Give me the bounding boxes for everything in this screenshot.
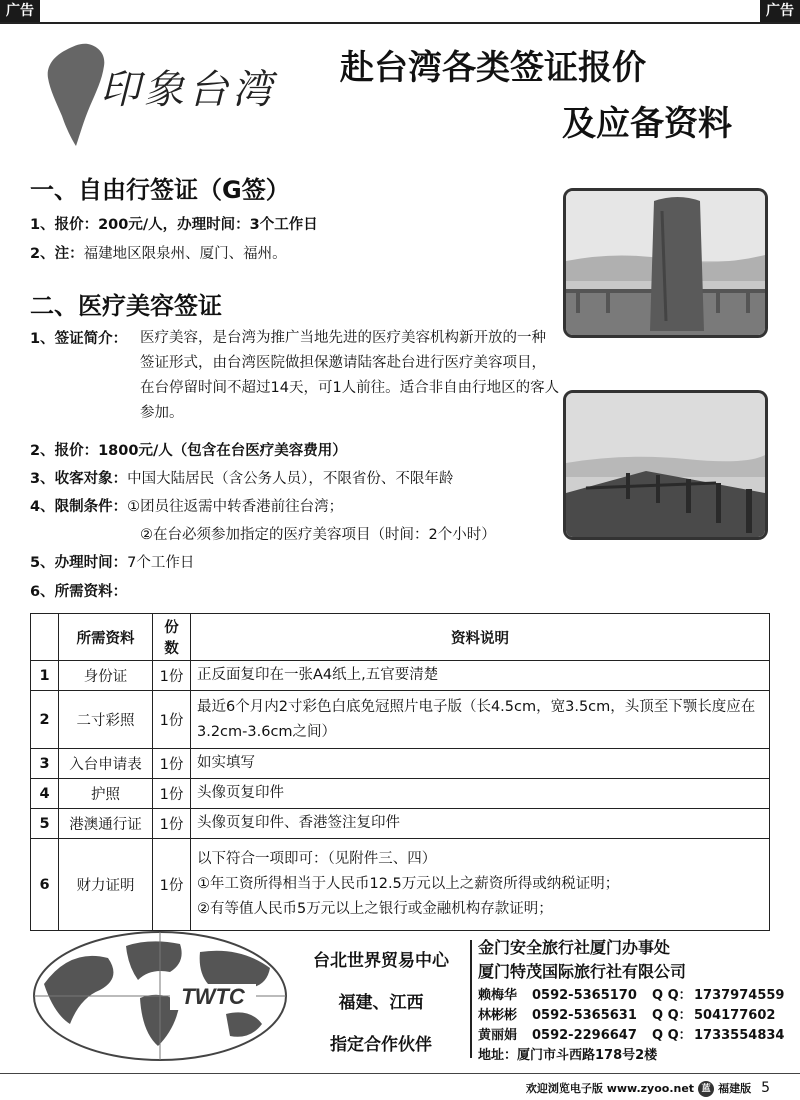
row-name: 入台申请表 (59, 749, 153, 779)
row-num: 2 (31, 691, 59, 749)
col-desc-header: 资料说明 (191, 614, 770, 661)
page-title (340, 40, 780, 152)
agency-name1: 金门安全旅行社厦门办事处 (478, 938, 671, 957)
s2-item5: 5、办理时间：7个工作日 (30, 555, 195, 571)
s2-item4-cont: ②在台必须参加指定的医疗美容项目（时间：2个小时） (140, 527, 496, 543)
row-desc (191, 839, 770, 931)
pier-lake-photo (563, 390, 768, 540)
agency-address: 地址：厦门市斗西路178号2楼 (478, 1048, 658, 1063)
s2-item3: 3、收客对象：中国大陆居民（含公务人员），不限省份、不限年龄 (30, 471, 454, 487)
contact-qq: 504177602 (694, 1008, 776, 1023)
logo-text: 印象台湾 (100, 67, 276, 113)
row-num: 1 (31, 661, 59, 691)
contact-row (478, 1006, 775, 1026)
top-divider (0, 22, 800, 24)
contact-name: 林彬彬 (478, 1008, 518, 1023)
row-name: 港澳通行证 (59, 809, 153, 839)
row-num: 5 (31, 809, 59, 839)
partner-line2: 福建、江西 (338, 993, 424, 1013)
table-row (31, 809, 770, 839)
row-desc-line: ②有等值人民币5万元以上之银行或金融机构存款证明； (197, 901, 553, 917)
contact-row (478, 986, 784, 1006)
contact-qq: 1737974559 (694, 988, 785, 1003)
table-header-row (31, 614, 770, 661)
table-row (31, 839, 770, 931)
table-row (31, 661, 770, 691)
contact-phone: 0592-5365631 (532, 1008, 637, 1023)
s1-item1: 1、报价：200元/人，办理时间：3个工作日 (30, 217, 318, 233)
table-row (31, 749, 770, 779)
contact-qq-label: Q Q： (652, 1008, 692, 1023)
s1-item2: 2、注：福建地区限泉州、厦门、福州。 (30, 246, 287, 262)
row-count: 1份 (153, 779, 191, 809)
row-num: 4 (31, 779, 59, 809)
bottom-divider (0, 1073, 800, 1074)
s2-item1-text: 医疗美容，是台湾为推广当地先进的医疗美容机构新开放的一种签证形式，由台湾医院做担保邀请陆客赴台进行医疗美容项目，在台停留时间不超过14天，可1人前往。适合非自由行地区的客人参加。 (140, 330, 560, 421)
section2-heading: 二、医疗美容签证 (30, 292, 222, 320)
row-count: 1份 (153, 839, 191, 931)
row-count: 1份 (153, 809, 191, 839)
s2-item6: 6、所需资料： (30, 584, 128, 600)
row-name: 财力证明 (59, 839, 153, 931)
page-number: 5 (761, 1080, 770, 1096)
ad-tag-left: 广告 (0, 0, 40, 22)
col-count-header: 份数 (153, 614, 191, 661)
agency-name2: 厦门特茂国际旅行社有限公司 (478, 962, 687, 981)
title-line1: 赴台湾各类签证报价 (340, 48, 646, 88)
twtc-logo-text: TWTC (181, 984, 245, 1009)
partner-line1: 台北世界贸易中心 (313, 951, 449, 971)
table-row (31, 779, 770, 809)
row-desc: 如实填写 (191, 749, 770, 779)
edition-badge-icon: 蓝 (698, 1081, 714, 1097)
contact-phone: 0592-2296647 (532, 1028, 637, 1043)
partner-block (292, 940, 470, 1066)
table-row (31, 691, 770, 749)
title-line2: 及应备资料 (562, 104, 732, 144)
partner-line3: 指定合作伙伴 (330, 1035, 432, 1055)
row-desc-line: 以下符合一项即可：（见附件三、四） (197, 851, 437, 867)
footer-welcome: 欢迎浏览电子版 www.zyoo.net (525, 1082, 695, 1095)
row-count: 1份 (153, 661, 191, 691)
col-name-header: 所需资料 (59, 614, 153, 661)
requirements-table (30, 613, 770, 931)
contact-name: 赖梅华 (478, 988, 518, 1003)
contact-qq-label: Q Q： (652, 988, 692, 1003)
row-num: 3 (31, 749, 59, 779)
contact-phone: 0592-5365170 (532, 988, 637, 1003)
section1-heading: 一、自由行签证（G签） (30, 176, 290, 204)
col-num-header (31, 614, 59, 661)
contact-row (478, 1026, 784, 1046)
s2-item4: 4、限制条件：①团员往返需中转香港前往台湾； (30, 499, 344, 515)
row-name: 二寸彩照 (59, 691, 153, 749)
stone-monument-photo (563, 188, 768, 338)
contact-name: 黄丽娟 (478, 1028, 518, 1043)
ad-tag-right: 广告 (760, 0, 800, 22)
row-num: 6 (31, 839, 59, 931)
contact-qq: 1733554834 (694, 1028, 785, 1043)
agency-names (478, 936, 686, 984)
row-name: 护照 (59, 779, 153, 809)
row-desc-line: ①年工资所得相当于人民币12.5万元以上之薪资所得或纳税证明； (197, 876, 620, 892)
footer-edition: 福建版 (718, 1082, 752, 1095)
row-count: 1份 (153, 749, 191, 779)
row-desc: 头像页复印件、香港签注复印件 (191, 809, 770, 839)
s2-item2: 2、报价：1800元/人（包含在台医疗美容费用） (30, 443, 347, 459)
row-desc: 头像页复印件 (191, 779, 770, 809)
partner-divider (470, 940, 472, 1058)
page-footer (526, 1080, 770, 1097)
contact-qq-label: Q Q： (652, 1028, 692, 1043)
row-desc: 正反面复印在一张A4纸上,五官要清楚 (191, 661, 770, 691)
row-count: 1份 (153, 691, 191, 749)
row-desc: 最近6个月内2寸彩色白底免冠照片电子版（长4.5cm，宽3.5cm，头顶至下颚长度应在3.2cm-3.6cm之间） (191, 691, 770, 749)
s2-item1-label: 1、签证简介： (30, 331, 128, 347)
twtc-logo (30, 928, 290, 1063)
row-name: 身份证 (59, 661, 153, 691)
